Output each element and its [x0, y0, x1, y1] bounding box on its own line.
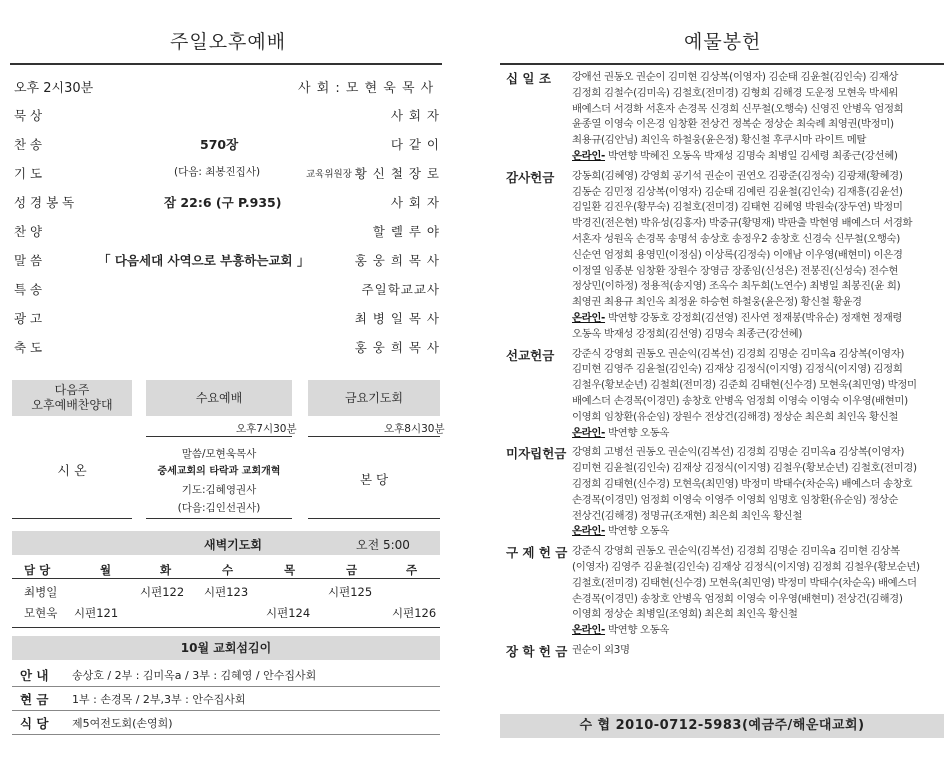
order-detail: 570장: [200, 137, 239, 152]
name-line: 신순연 엄정희 용영민(이정심) 이상록(김정숙) 이애남 이우영(배현미) 이은경: [572, 248, 903, 261]
bank-account: 수 협 2010-0712-5983(예금주/해운대교회): [500, 714, 944, 738]
order-item: 축 도: [14, 340, 43, 355]
order-person: 사 회 자: [390, 195, 440, 210]
name-line: 김철우(황보순년) 김철희(전미경) 김준희 김태현(신수경) 모현욱(최민영) 박정미: [572, 379, 917, 392]
friday-prayer-header: 금요기도회: [308, 380, 440, 416]
duty-value: 1부 : 손경목 / 2부,3부 : 안수집사회: [72, 693, 246, 706]
divider: [500, 63, 944, 65]
next-choir-name: 시 온: [57, 464, 87, 479]
left-title: 주일오후예배: [170, 31, 287, 53]
dawn-day: 화: [160, 563, 172, 577]
name-line: 손경목(이경민) 송창호 안병옥 엄정희 이영숙 이우영(배현미) 전상건(김해경): [572, 592, 903, 605]
dawn-passage: 시편125: [328, 585, 373, 599]
dawn-passage: 시편124: [266, 606, 311, 620]
order-item: 묵 상: [14, 108, 43, 123]
name-line: 김정희 김철수(김미옥) 김철호(전미경) 김형희 김해경 도운정 모현욱 박세워: [572, 86, 899, 99]
dawn-prayer-time: 오전 5:00: [356, 538, 410, 552]
name-line: 김일환 김진우(황무숙) 김철호(전미경) 김태현 김혜영 박원숙(장두연) 박정미: [572, 201, 903, 214]
order-detail: 잠 22:6 (구 P.935): [164, 195, 282, 210]
name-line: 전상건(김해경) 정명규(조재현) 최은희 최인옥 황신철: [572, 509, 803, 522]
name-line: 김미현 김영주 김윤철(김인숙) 김재상 김정식(이지영) 김정식(이지영) 김정희: [572, 363, 903, 376]
name-line: 윤종열 이영숙 이은경 임창환 전상건 정복순 정상순 최숙례 최영권(박정미): [572, 118, 894, 131]
divider: [12, 710, 440, 711]
right-title: 예물봉헌: [684, 31, 762, 53]
duty-header: 10월 교회섬김이: [12, 636, 440, 660]
order-person: 홍 웅 희 목 사: [354, 253, 440, 268]
name-line: 강준식 강영희 권동오 권순익(김복선) 김경희 김명순 김미옥a 김미현 김상복: [572, 545, 900, 558]
name-line: 김동순 김민정 김상복(이영자) 김순태 김예린 김윤철(김인숙) 김재흥(김윤선): [572, 185, 903, 198]
order-person: 홍 웅 희 목 사: [354, 340, 440, 355]
divider: [12, 627, 440, 628]
divider: [146, 436, 292, 437]
dawn-prayer-bar: [12, 531, 440, 555]
name-line: 이영희 임창환(유순임) 장원수 전상건(김해경) 정상순 최은희 최인옥 황신철: [572, 410, 899, 423]
name-line: 김철호(전미경) 김태현(신수경) 모현욱(최민영) 박정미 박태수(차순옥) 배예스더: [572, 576, 917, 589]
duty-label: 현 금: [20, 692, 49, 707]
order-row: [14, 276, 440, 302]
name-line: 서혼자 성원옥 손경목 송명석 송상호 송정우2 송창호 신경숙 신무철(오행숙): [572, 232, 900, 245]
order-detail: (다음: 최봉진집사): [174, 166, 261, 178]
wednesday-line: (다음:김인선권사): [177, 502, 261, 514]
name-line: 배예스더 손경목(이경민) 송창호 안병옥 엄정희 이영숙 이영숙 이우영(배현미): [572, 394, 908, 407]
wednesday-service-header: 수요예배: [146, 380, 292, 416]
duty-label: 식 당: [20, 716, 49, 731]
offering-names: [572, 544, 944, 639]
online-names: 박연향 오동옥: [605, 426, 670, 439]
order-person: 다 같 이: [390, 137, 440, 152]
dawn-day: 담 당: [24, 563, 51, 577]
service-host: 사 회 : 모 현 욱 목 사: [298, 81, 435, 96]
offering-label: 감사헌금: [506, 169, 555, 185]
divider: [146, 518, 292, 519]
wednesday-line: 기도:김혜영권사: [181, 484, 257, 496]
order-row: [14, 189, 440, 215]
offering-label: 구 제 헌 금: [506, 545, 568, 561]
order-row: [14, 305, 440, 331]
offering-label: 장 학 헌 금: [506, 644, 568, 659]
order-row: [14, 102, 440, 128]
online-line: [572, 623, 944, 639]
offering-names: [572, 445, 944, 540]
name-line: 박경진(전은현) 박유성(김홍자) 박중규(황명재) 박판출 박현영 배예스더 서경화: [572, 217, 913, 230]
order-person: 최 병 일 목 사: [354, 311, 440, 326]
dawn-prayer-header: 새벽기도회: [204, 538, 262, 552]
online-names: 박연향 강동호 강정희(김선영) 진사연 정재봉(박유순) 정재현 정재령: [605, 311, 903, 324]
dawn-leader: 최병일: [24, 585, 58, 599]
dawn-day: 주: [406, 563, 418, 577]
order-item: 찬 송: [14, 137, 43, 152]
name-line: 강동희(김혜영) 강영희 공기석 권순이 권연오 김광준(김정숙) 김광채(황혜경): [572, 169, 903, 182]
online-line: [572, 311, 944, 327]
order-row: [14, 334, 440, 360]
order-detail-role: 교육위원장: [306, 169, 352, 180]
duty-label: 안 내: [20, 668, 49, 683]
name-line: (이영자) 김영주 김윤철(김인숙) 김재상 김정식(이지영) 김정희 김철우(황보순년): [572, 560, 920, 573]
name-line: 김정희 김태현(신수경) 모현욱(최민영) 박정미 박태수(차순옥) 배예스더 송창호: [572, 477, 913, 490]
order-row: [14, 218, 440, 244]
order-detail: 「 다음세대 사역으로 부흥하는교회 」: [98, 253, 310, 268]
dawn-day: 금: [346, 563, 358, 577]
order-item: 찬 양: [14, 224, 43, 239]
offering-names: [572, 643, 944, 659]
divider: [12, 578, 440, 579]
service-time: 오후 2시30분: [14, 81, 94, 96]
order-row: [14, 131, 440, 157]
dawn-passage: 시편123: [204, 585, 249, 599]
order-item: 특 송: [14, 282, 43, 297]
offering-label: 십 일 조: [506, 71, 551, 86]
name-line: 강영희 고병선 권동오 권순익(김복선) 김경희 김명순 김미옥a 김상복(이영자): [572, 446, 905, 459]
online-names: 박연향 오동옥: [605, 525, 670, 538]
divider: [308, 436, 440, 437]
name-line: 오동옥 박재성 강정희(김선영) 김명숙 최종근(강선혜): [572, 327, 803, 340]
dawn-day: 목: [284, 563, 296, 577]
wednesday-line: 말씀/모현욱목사: [181, 448, 257, 460]
online-label: 온라인-: [572, 426, 606, 439]
online-names: 박연향 박혜진 오동옥 박재성 김명숙 최병일 김세령 최종근(강선혜): [605, 149, 898, 162]
divider: [308, 518, 440, 519]
name-line: 이영희 정상순 최병일(조영희) 최은희 최인옥 황신철: [572, 608, 798, 621]
online-label: 온라인-: [572, 311, 606, 324]
name-line: 최영권 최용규 최인옥 최정윤 하승현 하철웅(윤은정) 황신철 황윤경: [572, 296, 862, 309]
divider: [12, 518, 132, 519]
duty-value: 제5여전도회(손영희): [72, 717, 173, 730]
name-line: 배예스더 서경화 서혼자 손경목 신경희 신무철(오행숙) 신영진 안병옥 엄정희: [572, 102, 904, 115]
name-line: 김미현 김윤철(김인숙) 김재상 김정식(이지영) 김철우(황보순년) 김철호(전미경): [572, 462, 917, 475]
offering-label: 미자립헌금: [506, 446, 567, 462]
name-line: 최용규(김안님) 최인옥 하철웅(윤은정) 황신철 후쿠시마 라이트 메탈: [572, 134, 867, 147]
dawn-day: 월: [100, 563, 112, 577]
online-label: 온라인-: [572, 149, 606, 162]
name-line: 강준식 강영희 권동오 권순익(김복선) 김경희 김명순 김미옥a 김상복(이영자): [572, 347, 905, 360]
wednesday-line: 중세교회의 타락과 교회개혁: [157, 466, 281, 477]
order-person: 할 렐 루 야: [372, 224, 440, 239]
divider: [10, 63, 442, 65]
name-line: 손경목(이경민) 엄정희 이영숙 이영주 이영희 임명호 임창환(유순임) 정상순: [572, 493, 899, 506]
offering-names: [572, 347, 944, 442]
wednesday-time: 오후7시30분: [236, 423, 297, 435]
online-line: [572, 426, 944, 442]
divider: [12, 686, 440, 687]
order-person: 사 회 자: [390, 108, 440, 123]
next-choir-header: 다음주 오후예배찬양대: [12, 380, 132, 416]
dawn-passage: 시편121: [74, 606, 119, 620]
offering-names: [572, 169, 944, 343]
duty-value: 송상호 / 2부 : 김미옥a / 3부 : 김혜영 / 안수집사회: [72, 669, 317, 682]
order-person: 황 신 철 장 로: [354, 166, 440, 181]
dawn-passage: 시편122: [140, 585, 185, 599]
name-line: 정상민(이하정) 정용적(송지영) 조옥수 최두희(노연수) 최병일 최봉진(윤 희): [572, 280, 901, 293]
wednesday-details: [146, 445, 292, 517]
name-line: 강애선 권동오 권순이 김미현 김상복(이영자) 김순태 김윤철(김인숙) 김재상: [572, 71, 899, 83]
online-line: [572, 149, 944, 165]
dawn-passage: 시편126: [392, 606, 437, 620]
divider: [12, 734, 440, 735]
dawn-leader: 모현욱: [24, 606, 58, 620]
order-item: 말 씀: [14, 253, 43, 268]
order-row: [14, 160, 440, 186]
online-line: [572, 524, 944, 540]
order-person: 주일학교교사: [361, 282, 440, 297]
friday-time: 오후8시30분: [384, 423, 445, 435]
online-names: 박연향 오동옥: [605, 624, 670, 637]
order-row: [14, 247, 440, 273]
name-line: 권순이 외3명: [572, 644, 630, 656]
offering-label: 선교헌금: [506, 347, 555, 363]
offering-names: [572, 70, 944, 165]
order-item: 성 경 봉 독: [14, 195, 75, 210]
order-item: 기 도: [14, 166, 43, 181]
order-item: 광 고: [14, 311, 43, 326]
online-label: 온라인-: [572, 525, 606, 538]
online-label: 온라인-: [572, 624, 606, 637]
friday-location: 본 당: [359, 472, 389, 487]
name-line: 이정열 임종분 임창환 장원수 장영금 장종임(신성은) 전봉진(신성숙) 전수현: [572, 264, 899, 277]
dawn-day: 수: [222, 563, 234, 577]
